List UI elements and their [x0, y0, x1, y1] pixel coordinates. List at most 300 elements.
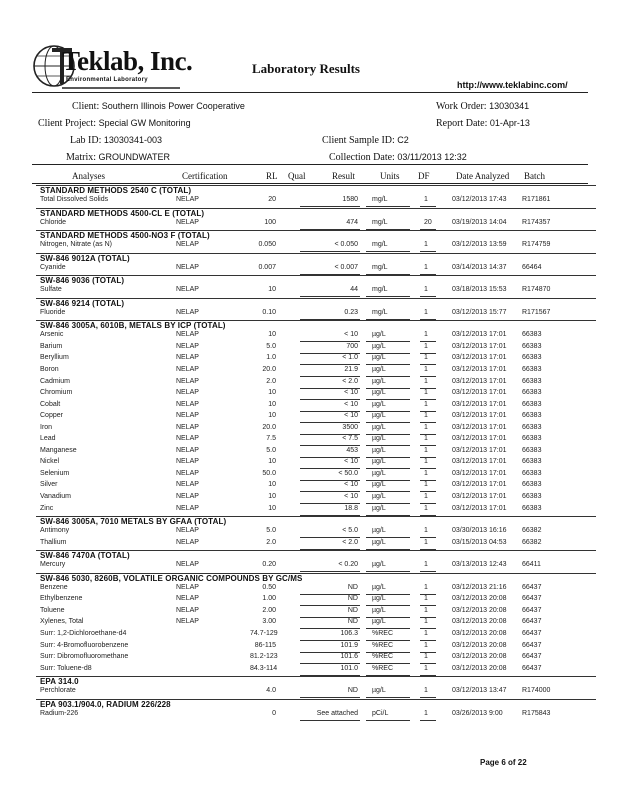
- cell-result: 106.3: [340, 629, 358, 637]
- cell-batch: 66383: [522, 365, 542, 373]
- cell-batch: 66383: [522, 354, 542, 362]
- cell-date-analyzed: 03/12/2013 17:01: [452, 446, 507, 454]
- cell-units: µg/L: [372, 538, 386, 546]
- cell-result: < 10: [344, 458, 358, 466]
- cell-result: See attached: [316, 709, 358, 717]
- cell-batch: 66383: [522, 458, 542, 466]
- cell-analyte: Arsenic: [40, 331, 64, 339]
- cell-result: 21.9: [344, 365, 358, 373]
- cell-certification: NELAP: [176, 377, 199, 385]
- cell-analyte: Copper: [40, 412, 63, 420]
- cell-rl: 2.0: [266, 377, 276, 385]
- cell-batch: 66411: [522, 561, 541, 569]
- cell-analyte: Vanadium: [40, 493, 72, 500]
- cell-date-analyzed: 03/12/2013 20:08: [452, 595, 507, 603]
- lab-id-info: Lab ID: 13030341-003: [70, 135, 162, 146]
- cell-underline: [420, 720, 436, 721]
- cell-analyte: Thallium: [40, 538, 67, 546]
- cell-units: %REC: [372, 664, 394, 672]
- cell-certification: NELAP: [176, 241, 199, 249]
- cell-date-analyzed: 03/12/2013 17:01: [452, 493, 507, 500]
- cell-batch: 66437: [522, 595, 542, 603]
- cell-batch: R174870: [522, 286, 551, 294]
- cell-result: 101.9: [340, 641, 358, 649]
- cell-result: ND: [347, 606, 358, 614]
- cell-certification: NELAP: [176, 331, 199, 339]
- cell-batch: 66383: [522, 446, 542, 454]
- cell-date-analyzed: 03/12/2013 20:08: [452, 653, 507, 661]
- cell-batch: R171861: [522, 196, 551, 203]
- cell-batch: 66437: [522, 583, 542, 591]
- cell-units: µg/L: [372, 583, 386, 591]
- cell-rl: 0: [272, 709, 276, 717]
- cell-rl: 1.00: [262, 595, 276, 603]
- cell-batch: 66383: [522, 435, 542, 443]
- cell-result: ND: [347, 583, 358, 591]
- cell-df: 1: [424, 538, 428, 546]
- cell-units: µg/L: [372, 389, 386, 397]
- cell-units: µg/L: [372, 606, 386, 614]
- cell-date-analyzed: 03/12/2013 20:08: [452, 664, 507, 672]
- cell-units: mg/L: [372, 286, 388, 294]
- cell-certification: NELAP: [176, 286, 199, 294]
- cell-batch: 66437: [522, 664, 542, 672]
- cell-analyte: Ethylbenzene: [40, 595, 83, 603]
- cell-batch: 66437: [522, 641, 542, 649]
- cell-rl: 7.5: [266, 435, 276, 443]
- report-date-value: 01-Apr-13: [489, 118, 530, 128]
- cell-result: ND: [347, 687, 358, 695]
- cell-units: µg/L: [372, 446, 386, 454]
- project-info: Client Project: Special GW Monitoring: [38, 118, 191, 129]
- cell-certification: NELAP: [176, 196, 199, 203]
- cell-date-analyzed: 03/12/2013 15:77: [452, 308, 507, 316]
- info-divider: [32, 164, 588, 165]
- cell-analyte: Sulfate: [40, 286, 62, 294]
- cell-analyte: Silver: [40, 481, 58, 489]
- cell-df: 1: [424, 618, 428, 626]
- cell-units: mg/L: [372, 263, 388, 271]
- cell-rl: 2.00: [262, 606, 276, 614]
- cell-analyte: Boron: [40, 365, 59, 373]
- cell-certification: NELAP: [176, 218, 199, 226]
- cell-units: µg/L: [372, 527, 386, 535]
- cell-result: < 1.0: [342, 354, 358, 362]
- column-header-divider: [32, 183, 588, 184]
- cell-units: µg/L: [372, 595, 386, 603]
- col-qual: Qual: [288, 171, 306, 181]
- website-link[interactable]: http://www.teklabinc.com/: [457, 80, 568, 90]
- cell-units: mg/L: [372, 218, 388, 226]
- cell-units: %REC: [372, 629, 394, 637]
- cell-result: 101.6: [340, 653, 358, 661]
- cell-certification: NELAP: [176, 583, 199, 591]
- cell-certification: NELAP: [176, 606, 199, 614]
- cell-df: 1: [424, 241, 428, 249]
- cell-units: µg/L: [372, 412, 386, 420]
- cell-analyte: Iron: [40, 423, 53, 431]
- cell-units: µg/L: [372, 458, 386, 466]
- cell-df: 1: [424, 400, 428, 408]
- cell-rl: 0.10: [262, 308, 276, 316]
- page-number: Page 6 of 22: [480, 758, 527, 767]
- cell-df: 1: [424, 263, 428, 271]
- cell-analyte: Cobalt: [40, 400, 61, 408]
- cell-batch: 66437: [522, 629, 542, 637]
- col-batch: Batch: [524, 171, 545, 181]
- cell-rl: 10: [268, 458, 276, 466]
- cell-analyte: Cadmium: [40, 377, 70, 385]
- cell-df: 1: [424, 709, 428, 717]
- cell-analyte: Surr: 4-Bromofluorobenzene: [40, 641, 129, 649]
- cell-rl: 50.0: [262, 469, 276, 477]
- cell-rl: 1.0: [266, 354, 276, 362]
- cell-result: ND: [347, 595, 358, 603]
- header-divider: [32, 92, 588, 93]
- cell-df: 1: [424, 606, 428, 614]
- cell-units: mg/L: [372, 308, 388, 316]
- cell-result: < 0.20: [338, 561, 358, 569]
- cell-rl: 20.0: [262, 423, 276, 431]
- cell-units: µg/L: [372, 331, 386, 339]
- section-title: SW-846 9036 (TOTAL): [40, 276, 125, 286]
- cell-date-analyzed: 03/12/2013 17:01: [452, 458, 507, 466]
- cell-df: 1: [424, 653, 428, 661]
- cell-result: < 10: [344, 389, 358, 397]
- cell-certification: NELAP: [176, 365, 199, 373]
- cell-date-analyzed: 03/12/2013 13:47: [452, 687, 507, 695]
- cell-date-analyzed: 03/12/2013 17:01: [452, 365, 507, 373]
- cell-df: 1: [424, 527, 428, 535]
- cell-df: 1: [424, 423, 428, 431]
- page-title: Laboratory Results: [252, 61, 360, 76]
- section-title: SW-846 5030, 8260B, VOLATILE ORGANIC COMPOUNDS BY GC/MS: [40, 573, 303, 583]
- cell-df: 1: [424, 365, 428, 373]
- cell-df: 1: [424, 504, 428, 512]
- cell-df: 1: [424, 389, 428, 397]
- cell-rl: 0.50: [262, 583, 276, 591]
- cell-result: 0.23: [344, 308, 358, 316]
- section-title: SW-846 9214 (TOTAL): [40, 298, 125, 308]
- cell-certification: NELAP: [176, 389, 199, 397]
- cell-result: 453: [346, 446, 358, 454]
- cell-batch: 66464: [522, 263, 542, 271]
- cell-date-analyzed: 03/12/2013 17:01: [452, 481, 507, 489]
- cell-units: µg/L: [372, 469, 386, 477]
- cell-analyte: Nitrogen, Nitrate (as N): [40, 241, 112, 249]
- cell-batch: 66382: [522, 527, 542, 535]
- cell-date-analyzed: 03/12/2013 17:01: [452, 400, 507, 408]
- cell-batch: 66383: [522, 377, 542, 385]
- cell-certification: NELAP: [176, 493, 199, 500]
- collection-date-info: Collection Date: 03/11/2013 12:32: [329, 152, 467, 163]
- cell-analyte: Surr: Dibromofluoromethane: [40, 653, 129, 661]
- cell-date-analyzed: 03/15/2013 04:53: [452, 538, 507, 546]
- cell-result: 44: [350, 286, 358, 294]
- cell-rl: 0.20: [262, 561, 276, 569]
- cell-batch: 66437: [522, 653, 542, 661]
- cell-underline: [300, 720, 360, 721]
- cell-rl: 0.050: [258, 241, 276, 249]
- matrix-info: Matrix: GROUNDWATER: [66, 152, 171, 163]
- cell-df: 1: [424, 196, 428, 203]
- cell-date-analyzed: 03/12/2013 21:16: [452, 583, 507, 591]
- cell-rl: 5.0: [266, 342, 276, 350]
- cell-analyte: Xylenes, Total: [40, 618, 84, 626]
- cell-result: < 10: [344, 481, 358, 489]
- cell-certification: NELAP: [176, 263, 199, 271]
- logo-name: Teklab, Inc.: [62, 46, 193, 76]
- cell-analyte: Chromium: [40, 389, 73, 397]
- client-sample-value: C2: [397, 135, 409, 145]
- cell-rl: 10: [268, 389, 276, 397]
- cell-rl: 10: [268, 481, 276, 489]
- cell-analyte: Mercury: [40, 561, 66, 569]
- cell-rl: 10: [268, 331, 276, 339]
- cell-analyte: Surr: 1,2-Dichloroethane-d4: [40, 629, 127, 637]
- cell-result: < 10: [344, 412, 358, 420]
- col-df: DF: [418, 171, 430, 181]
- cell-analyte: Nickel: [40, 458, 60, 466]
- cell-units: µg/L: [372, 493, 386, 500]
- cell-certification: NELAP: [176, 481, 199, 489]
- section-title: EPA 314.0: [40, 677, 79, 687]
- cell-certification: NELAP: [176, 435, 199, 443]
- collection-date-value: 03/11/2013 12:32: [397, 152, 467, 162]
- cell-date-analyzed: 03/12/2013 20:08: [452, 629, 507, 637]
- cell-rl: 10: [268, 286, 276, 294]
- cell-df: 1: [424, 583, 428, 591]
- section-title: SW-846 3005A, 6010B, METALS BY ICP (TOTAL): [40, 321, 226, 331]
- cell-analyte: Lead: [40, 435, 56, 443]
- cell-certification: NELAP: [176, 354, 199, 362]
- col-result: Result: [332, 171, 356, 181]
- cell-certification: NELAP: [176, 342, 199, 350]
- cell-date-analyzed: 03/12/2013 17:01: [452, 412, 507, 420]
- cell-batch: 66437: [522, 606, 542, 614]
- cell-rl: 100: [264, 218, 276, 226]
- cell-rl: 4.0: [266, 687, 276, 695]
- cell-rl: 5.0: [266, 527, 276, 535]
- client-info: Client: Southern Illinois Power Cooperative: [72, 101, 245, 112]
- cell-df: 1: [424, 412, 428, 420]
- cell-batch: 66383: [522, 331, 542, 339]
- cell-batch: R174000: [522, 687, 551, 695]
- cell-rl: 84.3-114: [250, 664, 278, 672]
- cell-analyte: Antimony: [40, 527, 70, 535]
- cell-units: µg/L: [372, 435, 386, 443]
- cell-rl: 2.0: [266, 538, 276, 546]
- cell-rl: 0.007: [258, 263, 276, 271]
- cell-result: < 50.0: [338, 469, 358, 477]
- cell-result: 474: [346, 218, 358, 226]
- cell-analyte: Zinc: [40, 504, 54, 512]
- cell-analyte: Radium-226: [40, 709, 79, 717]
- cell-date-analyzed: 03/12/2013 20:08: [452, 618, 507, 626]
- section-divider: [36, 676, 596, 677]
- cell-df: 1: [424, 493, 428, 500]
- cell-analyte: Fluoride: [40, 308, 66, 316]
- cell-batch: R175843: [522, 709, 551, 717]
- cell-df: 1: [424, 469, 428, 477]
- cell-certification: NELAP: [176, 423, 199, 431]
- cell-df: 1: [424, 687, 428, 695]
- section-title: STANDARD METHODS 4500-NO3 F (TOTAL): [40, 231, 210, 241]
- cell-rl: 81.2-123: [250, 653, 278, 661]
- cell-date-analyzed: 03/30/2013 16:16: [452, 527, 507, 535]
- cell-units: %REC: [372, 641, 394, 649]
- cell-date-analyzed: 03/14/2013 14:37: [452, 263, 507, 271]
- lab-id-value: 13030341-003: [103, 135, 162, 145]
- cell-certification: NELAP: [176, 504, 199, 512]
- col-units: Units: [380, 171, 400, 181]
- section-title: EPA 903.1/904.0, RADIUM 226/228: [40, 699, 171, 709]
- cell-df: 1: [424, 561, 428, 569]
- cell-certification: NELAP: [176, 458, 199, 466]
- cell-batch: 66437: [522, 618, 542, 626]
- cell-certification: NELAP: [176, 308, 199, 316]
- cell-certification: NELAP: [176, 469, 199, 477]
- cell-date-analyzed: 03/12/2013 17:01: [452, 377, 507, 385]
- cell-date-analyzed: 03/13/2013 12:43: [452, 561, 507, 569]
- cell-rl: 20: [268, 196, 276, 203]
- cell-result: < 10: [344, 400, 358, 408]
- cell-date-analyzed: 03/12/2013 20:08: [452, 641, 507, 649]
- cell-batch: 66383: [522, 412, 542, 420]
- cell-df: 1: [424, 435, 428, 443]
- cell-analyte: Cyanide: [40, 263, 66, 271]
- cell-df: 20: [424, 218, 432, 226]
- cell-certification: NELAP: [176, 618, 199, 626]
- cell-units: µg/L: [372, 342, 386, 350]
- col-analyses: Analyses: [72, 171, 105, 181]
- cell-df: 1: [424, 629, 428, 637]
- cell-analyte: Benzene: [40, 583, 68, 591]
- cell-analyte: Beryllium: [40, 354, 69, 362]
- cell-result: < 0.050: [334, 241, 358, 249]
- cell-certification: NELAP: [176, 400, 199, 408]
- cell-rl: 74.7-129: [250, 629, 278, 637]
- cell-batch: 66383: [522, 389, 542, 397]
- cell-result: < 10: [344, 493, 358, 500]
- cell-rl: 10: [268, 504, 276, 512]
- cell-units: %REC: [372, 653, 394, 661]
- cell-result: 700: [346, 342, 358, 350]
- cell-analyte: Perchlorate: [40, 687, 76, 695]
- cell-analyte: Barium: [40, 342, 63, 350]
- cell-date-analyzed: 03/12/2013 17:01: [452, 469, 507, 477]
- cell-df: 1: [424, 342, 428, 350]
- section-title: SW-846 7470A (TOTAL): [40, 551, 130, 561]
- cell-date-analyzed: 03/12/2013 17:01: [452, 342, 507, 350]
- cell-result: 3500: [342, 423, 358, 431]
- cell-date-analyzed: 03/12/2013 20:08: [452, 606, 507, 614]
- cell-rl: 10: [268, 412, 276, 420]
- cell-df: 1: [424, 377, 428, 385]
- cell-date-analyzed: 03/12/2013 17:01: [452, 504, 507, 512]
- cell-batch: R171567: [522, 308, 551, 316]
- logo-subtitle: Environmental Laboratory: [66, 77, 148, 83]
- cell-batch: 66383: [522, 469, 542, 477]
- cell-units: µg/L: [372, 687, 386, 695]
- cell-batch: R174357: [522, 218, 551, 226]
- cell-batch: 66383: [522, 342, 542, 350]
- cell-certification: NELAP: [176, 595, 199, 603]
- col-date-analyzed: Date Analyzed: [456, 171, 510, 181]
- cell-rl: 3.00: [262, 618, 276, 626]
- cell-units: µg/L: [372, 618, 386, 626]
- cell-units: mg/L: [372, 241, 388, 249]
- cell-underline: [366, 720, 410, 721]
- cell-date-analyzed: 03/12/2013 17:01: [452, 331, 507, 339]
- cell-date-analyzed: 03/12/2013 17:01: [452, 435, 507, 443]
- cell-analyte: Surr: Toluene-d8: [40, 664, 92, 672]
- section-title: STANDARD METHODS 2540 C (TOTAL): [40, 186, 192, 195]
- cell-df: 1: [424, 595, 428, 603]
- cell-date-analyzed: 03/12/2013 17:43: [452, 196, 507, 203]
- cell-batch: 66383: [522, 504, 542, 512]
- cell-certification: NELAP: [176, 446, 199, 454]
- cell-df: 1: [424, 446, 428, 454]
- cell-rl: 20.0: [262, 365, 276, 373]
- cell-units: µg/L: [372, 400, 386, 408]
- cell-units: µg/L: [372, 561, 386, 569]
- cell-date-analyzed: 03/12/2013 17:01: [452, 423, 507, 431]
- matrix-value: GROUNDWATER: [98, 152, 171, 162]
- client-sample-info: Client Sample ID: C2: [322, 135, 409, 146]
- cell-df: 1: [424, 481, 428, 489]
- cell-result: ND: [347, 618, 358, 626]
- cell-batch: 66383: [522, 493, 542, 500]
- cell-date-analyzed: 03/19/2013 14:04: [452, 218, 507, 226]
- cell-analyte: Selenium: [40, 469, 70, 477]
- col-rl: RL: [266, 171, 278, 181]
- cell-units: µg/L: [372, 481, 386, 489]
- cell-units: pCi/L: [372, 709, 389, 717]
- cell-date-analyzed: 03/12/2013 17:01: [452, 389, 507, 397]
- cell-units: µg/L: [372, 377, 386, 385]
- cell-batch: 66383: [522, 481, 542, 489]
- cell-result: 101.0: [340, 664, 358, 672]
- cell-units: µg/L: [372, 365, 386, 373]
- cell-result: < 7.5: [342, 435, 358, 443]
- cell-rl: 5.0: [266, 446, 276, 454]
- cell-units: µg/L: [372, 504, 386, 512]
- cell-rl: 10: [268, 493, 276, 500]
- cell-units: mg/L: [372, 196, 388, 203]
- cell-result: < 0.007: [334, 263, 358, 271]
- cell-analyte: Manganese: [40, 446, 77, 454]
- work-order-value: 13030341: [489, 101, 530, 111]
- report-date-info: Report Date: 01-Apr-13: [436, 118, 530, 129]
- cell-date-analyzed: 03/12/2013 13:59: [452, 241, 507, 249]
- cell-batch: R174759: [522, 241, 551, 249]
- cell-result: 1580: [342, 196, 358, 203]
- cell-batch: 66383: [522, 423, 542, 431]
- section-title: STANDARD METHODS 4500-CL E (TOTAL): [40, 208, 205, 218]
- cell-result: < 5.0: [342, 527, 358, 535]
- cell-result: 18.8: [344, 504, 358, 512]
- cell-analyte: Toluene: [40, 606, 65, 614]
- col-certification: Certification: [182, 171, 228, 181]
- cell-df: 1: [424, 308, 428, 316]
- cell-batch: 66383: [522, 400, 542, 408]
- cell-df: 1: [424, 458, 428, 466]
- cell-result: < 2.0: [342, 377, 358, 385]
- cell-date-analyzed: 03/26/2013 9:00: [452, 709, 503, 717]
- work-order-info: Work Order: 13030341: [436, 101, 530, 112]
- cell-date-analyzed: 03/12/2013 17:01: [452, 354, 507, 362]
